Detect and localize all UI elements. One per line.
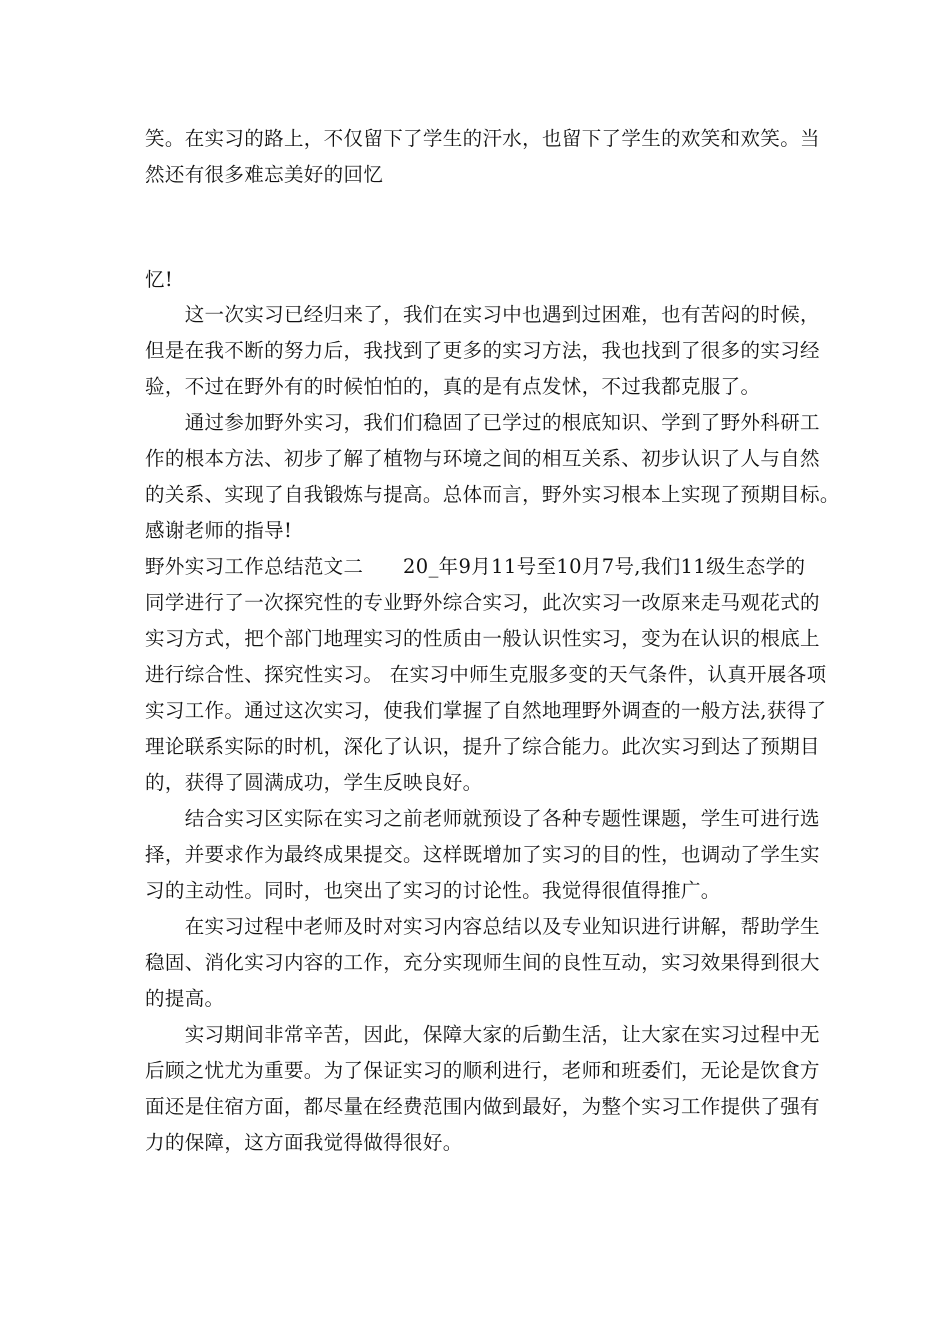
text-line: 结合实习区实际在实习之前老师就预设了各种专题性课题，学生可进行选 xyxy=(145,807,820,830)
text-line: 后顾之忧尤为重要。为了保证实习的顺利进行，老师和班委们，无论是饮食方 xyxy=(145,1059,820,1082)
text-line: 实习期间非常辛苦，因此，保障大家的后勤生活，让大家在实习过程中无 xyxy=(145,1023,820,1046)
text-line: 的，获得了圆满成功，学生反映良好。 xyxy=(145,771,483,794)
text-line: 稳固、消化实习内容的工作，充分实现师生间的良性互动，实习效果得到很大 xyxy=(145,951,820,974)
text-line: 实习方式，把个部门地理实习的性质由一般认识性实习，变为在认识的根底上 xyxy=(145,627,820,650)
text-line: 在实习过程中老师及时对实习内容总结以及专业知识进行讲解，帮助学生 xyxy=(145,915,820,938)
text-line: 力的保障，这方面我觉得做得很好。 xyxy=(145,1131,463,1154)
text-line: 习的主动性。同时，也突出了实习的讨论性。我觉得很值得推广。 xyxy=(145,879,721,902)
text-line: 的提高。 xyxy=(145,987,225,1010)
text-line: 感谢老师的指导! xyxy=(145,519,293,542)
text-line: 作的根本方法、初步了解了植物与环境之间的相互关系、初步认识了人与自然 xyxy=(145,447,820,470)
text-line: 理论联系实际的时机，深化了认识，提升了综合能力。此次实习到达了预期目 xyxy=(145,735,820,758)
text-line: 通过参加野外实习，我们们稳固了已学过的根底知识、学到了野外科研工 xyxy=(145,411,820,434)
text-line: 然还有很多难忘美好的回忆 xyxy=(145,163,384,186)
text-line: 笑。在实习的路上，不仅留下了学生的汗水，也留下了学生的欢笑和欢笑。当 xyxy=(145,127,820,150)
text-line: 同学进行了一次探究性的专业野外综合实习，此次实习一改原来走马观花式的 xyxy=(145,591,820,614)
text-line: 验，不过在野外有的时候怕怕的，真的是有点发怵，不过我都克服了。 xyxy=(145,375,761,398)
text-line: 择，并要求作为最终成果提交。这样既增加了实习的目的性，也调动了学生实 xyxy=(145,843,820,866)
text-line: 忆! xyxy=(145,268,174,291)
text-line: 实习工作。通过这次实习，使我们掌握了自然地理野外调查的一般方法,获得了 xyxy=(145,699,827,722)
text-line: 的关系、实现了自我锻炼与提高。总体而言，野外实习根本上实现了预期目标。 xyxy=(145,483,840,506)
text-line: 面还是住宿方面，都尽量在经费范围内做到最好，为整个实习工作提供了强有 xyxy=(145,1095,820,1118)
text-line: 野外实习工作总结范文二 20_年9月11号至10月7号,我们11级生态学的 xyxy=(145,555,806,578)
text-line: 进行综合性、探究性实习。 在实习中师生克服多变的天气条件，认真开展各项 xyxy=(145,663,827,686)
text-line: 但是在我不断的努力后，我找到了更多的实习方法，我也找到了很多的实习经 xyxy=(145,339,820,362)
text-line: 这一次实习已经归来了，我们在实习中也遇到过困难，也有苦闷的时候， xyxy=(145,303,820,326)
